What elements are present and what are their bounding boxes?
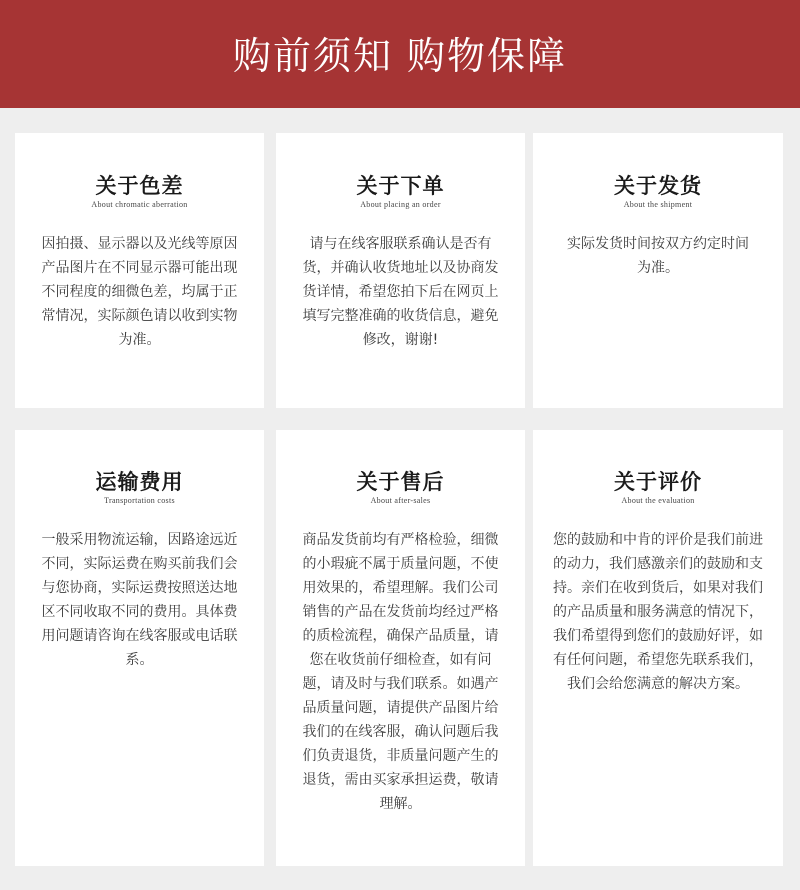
card-transportation-costs [15, 430, 264, 866]
card-subtitle: About the shipment [623, 200, 693, 209]
header-banner [0, 0, 800, 108]
card-body: 您的鼓励和中肯的评价是我们前进的动力，我们感激亲们的鼓励和支持。亲们在收到货后，如果对我们的产品质量和服务满意的情况下，我们希望得到您们的鼓励好评，如有任何问题，希望您先联系我们，我们会给您满意的解决方案。 [553, 532, 763, 692]
card-title: 关于下单 [356, 173, 445, 198]
card-evaluation [533, 430, 783, 866]
card-title: 关于色差 [95, 173, 184, 198]
card-color-difference [15, 133, 264, 408]
card-title: 关于发货 [614, 173, 702, 198]
card-subtitle: Transportation costs [104, 496, 175, 505]
card-body: 商品发货前均有严格检验，细微的小瑕疵不属于质量问题，不使用效果的，希望理解。我们公司销售的产品在发货前均经过严格的质检流程，确保产品质量，请您在收货前仔细检查，如有问题，请及时与我们联系。如遇产品质量问题，请提供产品图片给我们的在线客服，确认问题后我们负责退货，非质量问题产生的退货，需由买家承担运费，敬请理解。 [302, 532, 499, 812]
card-subtitle: About placing an order [360, 200, 441, 209]
card-shipment [533, 133, 783, 408]
card-body: 实际发货时间按双方约定时间为准。 [567, 236, 749, 276]
card-subtitle: About after-sales [370, 496, 431, 505]
card-body: 一般采用物流运输，因路途远近不同，实际运费在购买前我们会与您协商，实际运费按照送达地区不同收取不同的费用。具体费用问题请咨询在线客服或电话联系。 [41, 532, 238, 668]
card-after-sales [276, 430, 525, 866]
card-subtitle: About the evaluation [621, 496, 695, 505]
card-title: 关于售后 [356, 469, 445, 494]
card-body: 请与在线客服联系确认是否有货，并确认收货地址以及协商发货详情，希望您拍下后在网页上填写完整准确的收货信息，避免修改，谢谢! [302, 236, 499, 348]
card-title: 关于评价 [614, 469, 702, 494]
card-placing-order [276, 133, 525, 408]
card-body: 因拍摄、显示器以及光线等原因产品图片在不同显示器可能出现不同程度的细微色差，均属于正常情况，实际颜色请以收到实物为准。 [41, 236, 238, 348]
card-title: 运输费用 [95, 469, 184, 494]
card-subtitle: About chromatic aberration [91, 200, 188, 209]
page-title: 购前须知 购物保障 [232, 33, 568, 78]
